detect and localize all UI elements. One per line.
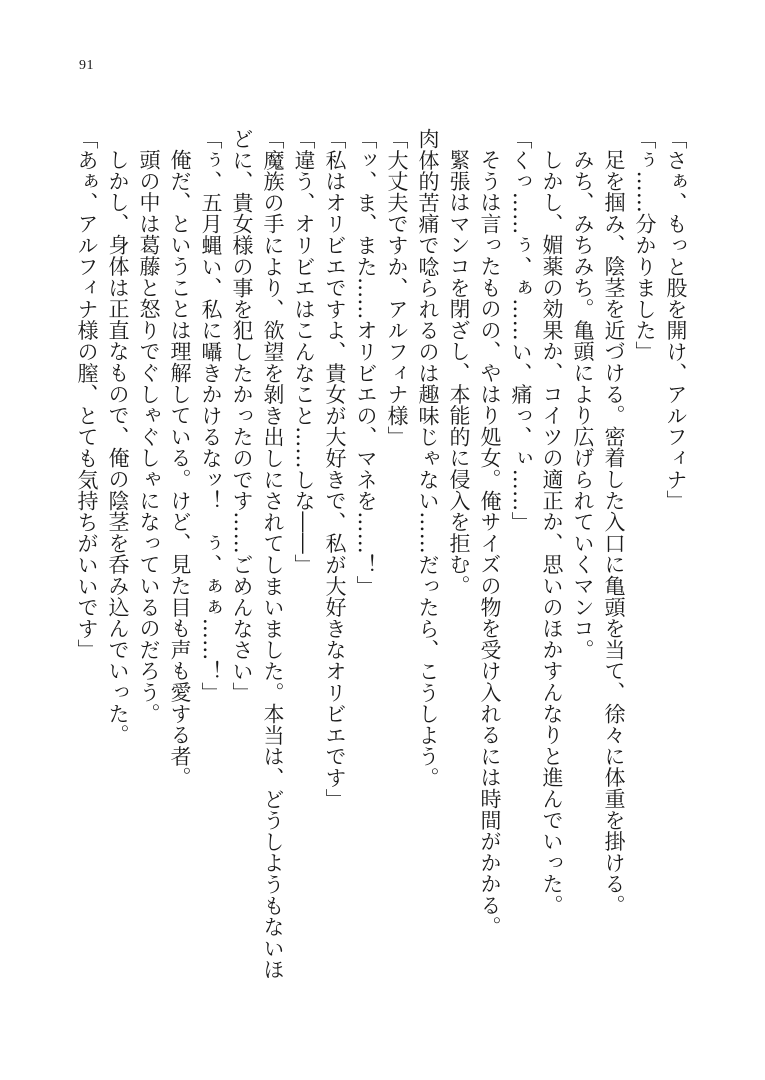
text-line: 「あぁ、アルフィナ様の膣、とても気持ちがいいです」 (75, 128, 99, 661)
text-line: しかし、媚薬の効果か、コイツの適正か、思いのほかすんなりと進んでいった。 (540, 149, 564, 916)
text-line: 「ぅ、五月蝿い、私に囁きかけるなッ！ ぅ、ぁぁ……！」 (199, 128, 223, 704)
vertical-text-body (73, 128, 689, 1028)
text-line: 「ぅ……分かりました」 (633, 128, 657, 363)
text-line: そうは言ったものの、やはり処女。俺サイズの物を受け入れるには時間がかかる。 (478, 149, 502, 938)
text-line: 「私はオリビエですよ、貴女が大好きで、私が大好きなオリビエです」 (323, 128, 347, 810)
text-line: みち、みちみち。亀頭により広げられていくマンコ。 (571, 149, 595, 661)
text-line: 「魔族の手により、欲望を剝き出しにされてしまいました。本当は、どうしようもないほ (261, 128, 285, 980)
text-line: 「大丈夫ですか、アルフィナ様」 (385, 128, 409, 448)
text-line: 俺だ、ということは理解している。けど、見た目も声も愛する者。 (168, 149, 192, 788)
text-line: 頭の中は葛藤と怒りでぐしゃぐしゃになっているのだろう。 (137, 149, 161, 725)
text-line: しかし、身体は正直なもので、俺の陰茎を呑み込んでいった。 (106, 149, 130, 746)
text-line: 足を掴み、陰茎を近づける。密着した入口に亀頭を当て、徐々に体重を掛ける。 (602, 149, 626, 916)
text-line: どに、貴女様の事を犯したかったのです……ごめんなさい」 (230, 128, 254, 704)
text-line: 「ッ、ま、また……オリビエの、マネを……！」 (354, 128, 378, 597)
text-line: 緊張はマンコを閉ざし、本能的に侵入を拒む。 (447, 149, 471, 597)
text-line: 肉体的苦痛で唸られるのは趣味じゃない……だったら、こうしよう。 (416, 128, 440, 789)
text-line: 「さぁ、もっと股を開け、アルフィナ」 (664, 128, 688, 512)
page-number: 91 (79, 58, 94, 73)
text-line: 「違う、オリビエはこんなこと……しな――」 (292, 128, 316, 576)
text-line: 「くっ……ぅ、ぁ……い、痛っ、ぃ……」 (509, 128, 533, 533)
